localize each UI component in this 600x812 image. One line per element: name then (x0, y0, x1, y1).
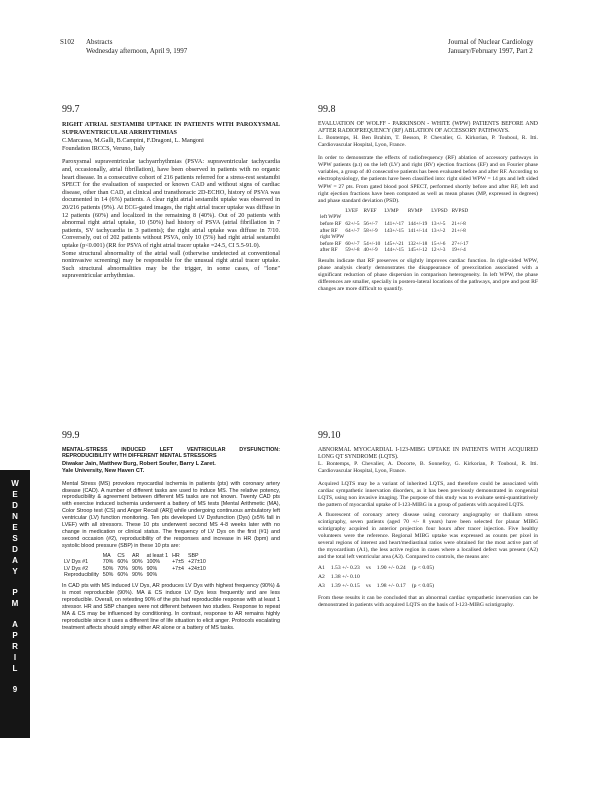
table-cell: 50% (102, 565, 114, 572)
table-cell (377, 573, 412, 582)
table-cell: 144+/-19 (407, 221, 428, 228)
table-cell: 90% (131, 559, 143, 566)
table-row (318, 241, 470, 248)
table-cell: LV Dys #2 (64, 565, 89, 572)
running-header-left (60, 38, 188, 55)
table-cell: 70% (102, 559, 114, 566)
table-cell: +24±10 (187, 565, 206, 572)
abstract-title: EVALUATION OF WOLFF - PARKINSON - WHITE (WPW) PATIENTS BEFORE AND AFTER RADIOFREQUENCY (RF) ABLATION OF ACCESSORY PATHWAYS. (318, 121, 538, 134)
side-tab-letter: P (12, 588, 18, 597)
table-header-cell: SBP (187, 552, 199, 559)
table-cell: 13+/-2 (431, 227, 446, 234)
side-tab-letter: I (13, 653, 17, 662)
table-cell: 54+/-10 (363, 240, 381, 247)
table-cell: +7±5 (172, 559, 184, 566)
table-row (318, 221, 470, 228)
side-tab-letter: M (11, 599, 19, 608)
abstract-paragraph: In order to demonstrate the effects of radiofrequency (RF) ablation of accessory pathways in WPW patients (p.t) on the left (LV) and right (RV) ejection fractions (EF) and on Fourier phase variables, a group of 40 consecutive patients has been evaluated before and after RF. According to electrophysiology, the patients have been classified into: right sided WPW = 14 pts and left sided WPW = 27 pts. From gated blood pool SPECT, performed shortly before and after RF, left and right ejection fractions have been computed as well as mean phases (MP, expressed in degrees) and phase standard deviation (PSD). (318, 155, 538, 204)
day-side-tab (0, 470, 30, 738)
table-cell: 59+/-8 (345, 247, 360, 254)
abstract-authors: L. Bontemps, P. Chevalier, A. Docorte, B. Sonnefoy, G. Kirkorian, P. Touboul, R. Itti. Cardiovascular Hospital, Lyon, France. (318, 461, 538, 475)
side-tab-letter: D (12, 545, 18, 554)
abstract-authors: Diwakar Jain, Matthew Burg, Robert Soufer, Barry L Zaret. (62, 460, 216, 467)
side-tab-letter: A (12, 556, 18, 565)
table-cell: 90% (131, 565, 143, 572)
table-header-cell: LVMP (384, 207, 399, 214)
running-header-right (448, 38, 533, 56)
table-cell: before RF (320, 221, 342, 228)
abstract-number: 99.9 (62, 430, 80, 441)
table-header-row (62, 553, 208, 560)
session-date: Wednesday afternoon, April 9, 1997 (86, 47, 188, 55)
table-cell: 64+/-7 (345, 227, 360, 234)
table-row (318, 573, 440, 582)
table-cell: 56+/-7 (363, 221, 378, 228)
abstract-99-10 (318, 430, 538, 611)
abstract-paragraph: In CAD pts with MS induced LV Dys, AR produces LV Dys with highest frequency (90%) & is most reproducible (90%). MA & CS induce LV Dys less frequently and are less reproducible. Overall, on retesting 90% of the pts had reproducible response with at least 1 stressor. HR and SBP changes were not different between two studies. Response to repeat MA & CS may be influenced by conditioning. In contrast, response to AR remains highly reproducible since it uses a different line of life situation to elicit anger. Protocols escalating treatment affects should simply either AR alone or a battery of MS tasks. (62, 583, 280, 631)
table-row (62, 572, 208, 579)
table-cell (170, 572, 186, 579)
table-cell (366, 573, 377, 582)
side-tab-letter: R (12, 642, 18, 651)
table-cell: 50% (102, 572, 114, 579)
table-cell: 62+/-5 (345, 221, 360, 228)
journal-name: Journal of Nuclear Cardiology (448, 38, 534, 46)
abstract-99-7 (62, 104, 280, 280)
table-header-cell (62, 553, 101, 560)
table-cell: +7±4 (172, 565, 184, 572)
table-cell: 90% (146, 572, 158, 579)
table-header-cell: at least 1 (146, 552, 169, 559)
table-header-cell: RVMP (407, 207, 423, 214)
table-cell: 58+/-9 (363, 227, 378, 234)
table-header-cell: MA (102, 552, 111, 559)
table-cell: 27+/-17 (451, 240, 469, 247)
table-group-label: left WPW (320, 214, 342, 221)
table-cell: (p < 0.05) (411, 583, 434, 590)
table-row (62, 566, 208, 573)
table-cell: 21+/-8 (451, 221, 466, 228)
table-cell: 19+/-4 (451, 247, 466, 254)
table-group-row (318, 234, 470, 241)
abstract-paragraph: From these results it can be concluded that an abnormal cardiac sympathetic innervation can be demonstrated in patients with acquired LQTS on the basis of I-123-MIBG scintigraphy. (318, 595, 538, 609)
table-header-cell: RVEF (363, 207, 377, 214)
abstract-title: ABNORMAL MYOCARDIAL I-123-MIBG UPTAKE IN PATIENTS WITH ACQUIRED LONG QT SYNDROME (LQTS). (318, 447, 538, 460)
table-cell: 132+/-18 (407, 240, 428, 247)
side-tab-letter: L (12, 664, 18, 673)
side-tab-letter: E (12, 523, 18, 532)
table-cell: 90% (131, 572, 143, 579)
table-cell (412, 573, 440, 582)
table-row (318, 564, 440, 573)
abstract-number: 99.10 (318, 430, 341, 441)
side-tab-letter: P (12, 631, 18, 640)
table-row (318, 247, 470, 254)
table-cell: vs (365, 565, 371, 572)
table-cell: 60+/-7 (345, 240, 360, 247)
table-cell: A3 (318, 583, 325, 590)
abstract-paragraph: Results indicate that RF preserves or slightly improves cardiac function. In right-sided WPW, phase analysis clearly demonstrates the disappearance of preexcitation associated with a significant reduction of phase dispersion in comparison heterogeneity. In left WPW, the phase differences are smaller, specially in postero-lateral locations of the pathways, and pre and post RF changes are more difficult to quantify. (318, 258, 538, 293)
table-cell: 1.98 +/- 0.17 (376, 583, 406, 590)
abstract-paragraph: Mental Stress (MS) provokes myocardial ischemia in patients (pts) with coronary artery disease (CAD). A number of different tasks are used to induce MS. The relative potency, reproducibility & agreement between different MS tasks are not known. Twenty CAD pts with exercise induced ischemia underwent a battery of MS tests [Mental Arithmetic (MA), Color Stroop test (CS) and Anger Recall (AR)] while undergoing continuous ambulatory left ventricular (LV) function monitoring. Ten pts developed LV Dysfunction (Dys) (≥5% fall in LVEF) with all stressors. These 10 pts underwent second MS 4-8 weeks later with no change in medication or clinical status. The frequency of LV Dys on the first (#1) and second occasion (#2), reproducibility of the responses and increase in HR (bpm) and systolic blood pressure (SBP) in these 10 pts are: (62, 480, 280, 549)
table-cell: 15+/-6 (431, 240, 446, 247)
side-tab-letter: S (12, 534, 18, 543)
table-cell: before RF (320, 240, 342, 247)
section-name: Abstracts (86, 38, 113, 46)
abstract-paragraph: A fluorescent of coronary artery disease using coronary angiography or thallium stress scintigraphy, seven patients (aged 70 +/- 8 years) have been selected for planar MIBG scintigraphy acquired in anterior projection four hours after tracer injection. Five healthy volunteers were the reference. Regional MIBG uptake was expressed as counts per pixel in several regions of interest and heart/mediastinal ratios were obtained for the most active part of the myocardium (A1), the less active region in cases where a localised defect was present (A2) and the total left ventricular area (A3). Compared to controls, the means are: (318, 511, 538, 561)
abstract-paragraph: Acquired LQTS may be a variant of inherited LQTS, and therefore could be associated with cardiac sympathetic innervation disorders, as it has been previously demonstrated in congenital LQTS, using non invasive imaging. The purpose of this study was to evaluate semi-quantitatively the pattern of myocardial uptake of I-123-MIBG in a group of patients with acquired LQTS. (318, 481, 538, 509)
table-cell: 12+/-3 (431, 247, 446, 254)
table-cell: 1.53 +/- 0.23 (330, 565, 360, 572)
journal-issue: January/February 1997, Part 2 (448, 47, 533, 55)
abstract-authors: C.Marcassa, M.Galli, B.Campini, F.Dragoni, L. Mangoni (62, 137, 204, 145)
table-cell: 21+/-8 (451, 227, 466, 234)
table-cell: after RF (320, 247, 338, 254)
table-cell: 141+/-14 (407, 227, 428, 234)
abstract-99-9 (62, 430, 280, 633)
side-tab-letter: E (12, 490, 18, 499)
table-header-cell: CS (117, 552, 125, 559)
abstract-number: 99.7 (62, 104, 80, 115)
table-cell: Reproducibility (64, 572, 99, 579)
results-table (318, 208, 470, 254)
abstract-paragraph: Some structural abnormality of the atrial wall (otherwise undetected at conventional noninvasive screening) may be responsible for the unusual right atrial tracer uptake. Such structural abnormalities may be the trigger, in some cases, of "lone" supraventricular arrhythmias. (62, 249, 280, 280)
table-cell: 144+/-15 (384, 247, 404, 254)
table-header-cell: RVPSD (451, 207, 469, 214)
table-row (62, 559, 208, 566)
table-header-cell: AR (131, 552, 140, 559)
abstract-title: RIGHT ATRIAL SESTAMIBI UPTAKE IN PATIENTS WITH PAROXYSMAL SUPRAVENTRICULAR ARRHYTHMIAS (62, 121, 280, 136)
table-cell: (p < 0.05) (411, 565, 434, 572)
abstract-authors: L. Bontemps, H. Ben Brahim, T. Besson, P. Chevalier, G. Kirkorian, P. Touboul, R. Itti. Cardiovascular Hospital, Lyon, France. (318, 135, 538, 149)
abstract-institution: Yale University, New Haven CT. (62, 467, 145, 474)
table-cell: 1.90 +/- 0.24 (376, 565, 406, 572)
abstract-institution: Foundation IRCCS, Veruno, Italy (62, 144, 145, 152)
results-table (318, 564, 440, 591)
table-cell: 60% (117, 559, 128, 566)
table-cell: after RF (320, 227, 338, 234)
side-tab-letter: A (12, 620, 18, 629)
table-cell: 1.39 +/- 0.15 (330, 583, 360, 590)
table-cell: 70% (117, 565, 128, 572)
table-header-cell: LVEF (345, 207, 359, 214)
abstract-99-8 (318, 104, 538, 295)
abstract-number: 99.8 (318, 104, 336, 115)
table-cell: 60% (117, 572, 128, 579)
page-number: S102 (60, 38, 75, 46)
table-group-label: right WPW (320, 234, 345, 241)
side-tab-letter: Y (12, 567, 18, 576)
table-row (318, 582, 440, 591)
table-cell: A2 (318, 574, 325, 581)
table-cell: 13+/-5 (431, 221, 446, 228)
table-header-cell: HR (172, 552, 180, 559)
table-cell: 40+/-9 (363, 247, 378, 254)
side-tab-letter: N (12, 512, 18, 521)
table-cell: 145+/-12 (407, 247, 428, 254)
side-tab-letter: W (11, 479, 19, 488)
table-row (318, 228, 470, 235)
table-cell: vs (365, 583, 371, 590)
table-cell: LV Dys #1 (64, 559, 89, 566)
table-cell (186, 572, 208, 579)
abstract-title: MENTAL-STRESS INDUCED LEFT VENTRICULAR DYSFUNCTION: REPRODUCIBILITY WITH DIFFERENT MENTAL STRESSORS (62, 447, 280, 460)
table-cell: 90% (146, 565, 158, 572)
side-tab-letter: D (12, 501, 18, 510)
table-cell: 1.38 +/- 0.10 (330, 574, 360, 581)
abstract-paragraph: Paroxysmal supraventricular tachyarrhythmias (PSVA: supraventricular tachycardia and, occasionally, atrial fibrillation), have been observed in patients with no organic heart disease. In a consecutive cohort of 216 patients referred for a stress-rest sestamibi SPECT for the evaluation of suspected or known CAD and without signs of cardiac disease, other than CAD, at clinical and transthoracic 2D-ECHO, history of PSVA was documented in 14 (6%) patients. A clear right atrial sestamibi uptake was observed in 20/216 patients (9%). At ECG-gated images, the right atrial tracer uptake was diffuse in 12 patients (60%) and localized in the remaining 8 (40%). Out of 20 patients with abnormal right atrial uptake, 10 (50%) had history of PSVA (atrial fibrillation in 7 patients, SV tachycardia in 3 patients); the right atrial uptake was diffuse in 7/10. Conversely, out of 202 patients without PSVA, only 10 (5%) had right atrial sestamibi uptake (p<0.001) (RR for PSVA of right atrial tracer uptake =24.5, CI 5.5-91.0). (62, 158, 280, 249)
table-cell: 141+/-17 (384, 221, 404, 228)
table-cell: +27±10 (187, 559, 206, 566)
table-cell: A1 (318, 565, 325, 572)
table-cell: 145+/-21 (384, 240, 404, 247)
table-header-cell: LVPSD (431, 207, 448, 214)
table-cell: 100% (146, 559, 161, 566)
results-table (62, 553, 208, 579)
table-cell: 143+/-15 (384, 227, 404, 234)
side-tab-letter: 9 (12, 685, 18, 694)
header-section-block (86, 38, 226, 56)
